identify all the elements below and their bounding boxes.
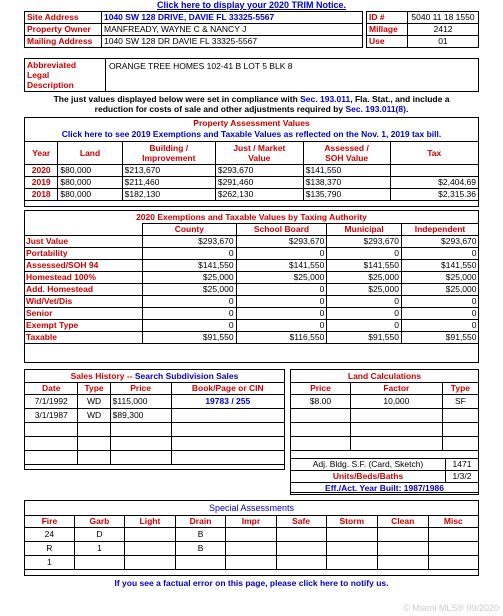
sales-cell: WD — [78, 409, 110, 423]
exemptions-header-row — [24, 224, 479, 236]
exemptions-row — [24, 332, 479, 344]
tax-bill-link[interactable]: Click here to see 2019 Exemptions and Taxable Values as reflected on the Nov. 1, 2019 tax bill. — [61, 129, 442, 139]
land-cell — [442, 409, 478, 423]
assessment-header-cell — [122, 142, 215, 165]
special-header-cell: Impr — [226, 516, 276, 528]
statute-link[interactable]: Sec. 193.011(8) — [345, 104, 406, 114]
special-header-cell: Light — [125, 516, 176, 528]
assessment-header-cell — [303, 142, 390, 165]
assessment-cell: $2,315.36 — [390, 189, 478, 201]
sales-cell: 3/1/1987 — [25, 409, 78, 423]
sales-cell: $115,000 — [110, 395, 171, 409]
exemption-value: $293,670 — [236, 236, 327, 248]
exemption-value: $116,550 — [236, 332, 327, 344]
sales-cell — [110, 451, 171, 465]
header-line: SOH Value — [325, 153, 369, 163]
land-title: Land Calculations — [347, 371, 422, 381]
exemption-label: Homestead 100% — [24, 272, 143, 284]
legal-label-line: Description — [27, 80, 74, 90]
exemption-value: $25,000 — [402, 272, 479, 284]
exemption-label: Exempt Type — [24, 320, 143, 332]
sales-row — [25, 395, 285, 409]
notice-text: reduction for costs of sale and other adjustments required by — [94, 104, 346, 114]
assessment-table — [24, 141, 479, 201]
exemptions-row — [24, 284, 479, 296]
use-value: 01 — [408, 36, 479, 48]
exemption-value: 0 — [327, 296, 402, 308]
assessment-year: 2019 — [25, 177, 58, 189]
assessment-cell: $80,000 — [58, 177, 122, 189]
sales-cell — [78, 423, 110, 437]
exemptions-title: 2020 Exemptions and Taxable Values by Taxing Authority — [136, 212, 367, 222]
special-row — [25, 556, 479, 570]
sales-cell — [171, 423, 284, 437]
notice-text: . — [405, 104, 409, 114]
special-cell — [125, 528, 176, 542]
exemption-label: Senior — [24, 308, 143, 320]
special-cell — [276, 556, 326, 570]
subdivision-sales-link[interactable]: Search Subdivision Sales — [134, 371, 239, 381]
exemptions-header-cell: Municipal — [327, 224, 402, 236]
sales-header-cell: Date — [25, 383, 78, 395]
exemption-value: 0 — [143, 308, 237, 320]
header-line: Assessed / — [324, 143, 369, 153]
special-table — [24, 515, 479, 570]
assessment-row — [25, 189, 479, 201]
special-cell — [226, 528, 276, 542]
report-error-link[interactable]: If you see a factual error on this page, please click here to notify us. — [114, 578, 389, 588]
sales-title-sep: -- — [124, 371, 135, 381]
special-header-cell: Drain — [175, 516, 226, 528]
land-cell: $8.00 — [291, 395, 351, 409]
assessment-cell: $293,670 — [215, 165, 303, 177]
land-cell — [442, 423, 478, 437]
exemptions-header-cell: County — [143, 224, 237, 236]
land-row — [291, 437, 479, 451]
special-cell — [428, 542, 478, 556]
exemption-value: 0 — [402, 308, 479, 320]
assessment-cell: $2,404.69 — [390, 177, 478, 189]
header-line: Just / Market — [233, 143, 286, 153]
special-cell — [74, 556, 124, 570]
use-label: Use — [367, 36, 408, 48]
special-cell — [377, 542, 428, 556]
special-cell — [125, 556, 176, 570]
land-row — [291, 409, 479, 423]
sales-cell — [110, 437, 171, 451]
special-cell: 1 — [25, 556, 75, 570]
bldg-sf-value: 1471 — [446, 459, 479, 471]
owner-label: Property Owner — [25, 24, 102, 36]
units-label: Units/Beds/Baths — [291, 471, 446, 483]
assessment-cell — [390, 165, 478, 177]
exemption-label: Portability — [24, 248, 143, 260]
site-address-label: Site Address — [25, 12, 102, 24]
compliance-notice — [0, 94, 503, 114]
assessment-header-cell — [58, 142, 122, 165]
sales-cell — [78, 437, 110, 451]
exemption-value: 0 — [236, 248, 327, 260]
sales-cell: WD — [78, 395, 110, 409]
exemption-label: Wid/Vet/Dis — [24, 296, 143, 308]
special-cell — [125, 542, 176, 556]
sales-row — [25, 451, 285, 465]
special-row — [25, 528, 479, 542]
exemption-value: $25,000 — [327, 284, 402, 296]
sales-header-cell: Type — [78, 383, 110, 395]
special-cell: 1 — [74, 542, 124, 556]
exemptions-row — [24, 308, 479, 320]
special-cell — [326, 542, 377, 556]
sales-table — [24, 382, 285, 465]
exemption-value: $293,670 — [327, 236, 402, 248]
special-cell — [326, 556, 377, 570]
land-cell — [291, 409, 351, 423]
land-header-cell: Factor — [350, 383, 442, 395]
special-header-cell: Clean — [377, 516, 428, 528]
exemption-value: $25,000 — [143, 284, 237, 296]
special-cell: B — [175, 528, 226, 542]
exemption-value: $91,550 — [402, 332, 479, 344]
sales-cell — [110, 423, 171, 437]
exemption-value: $25,000 — [236, 272, 327, 284]
special-header-cell: Storm — [326, 516, 377, 528]
mailing-label: Mailing Address — [25, 36, 102, 48]
special-assessments-section — [24, 500, 479, 576]
divider — [105, 59, 106, 91]
assessment-header-cell — [390, 142, 478, 165]
assessment-year: 2018 — [25, 189, 58, 201]
exemption-label: Add. Homestead — [24, 284, 143, 296]
statute-link[interactable]: Sec. 193.011 — [300, 94, 351, 104]
sales-cell — [25, 451, 78, 465]
sales-row — [25, 423, 285, 437]
land-cell — [291, 437, 351, 451]
legal-description-box — [24, 58, 479, 92]
assessment-cell: $211,460 — [122, 177, 215, 189]
land-header-cell: Price — [291, 383, 351, 395]
exemption-value: 0 — [143, 320, 237, 332]
assessment-header-cell — [25, 142, 58, 165]
special-cell — [377, 528, 428, 542]
land-header-row — [291, 383, 479, 395]
land-cell — [350, 409, 442, 423]
header-line: Value — [248, 153, 271, 163]
exemption-value: $91,550 — [327, 332, 402, 344]
year-built: Eff./Act. Year Built: 1987/1986 — [291, 483, 479, 495]
exemption-value: $141,550 — [327, 260, 402, 272]
header-line: Tax — [427, 148, 442, 158]
site-address-value[interactable]: 1040 SW 128 DRIVE, DAVIE FL 33325-5567 — [102, 12, 363, 24]
millage-value: 2412 — [408, 24, 479, 36]
exemption-value: 0 — [236, 284, 327, 296]
special-header-cell: Misc — [428, 516, 478, 528]
land-row — [291, 395, 479, 409]
land-cell: SF — [442, 395, 478, 409]
exemptions-row — [24, 272, 479, 284]
header-line: Building / — [149, 143, 189, 153]
assessment-cell: $262,130 — [215, 189, 303, 201]
exemption-value: 0 — [143, 248, 237, 260]
sales-title-text: Sales History — [70, 371, 125, 381]
special-cell — [175, 556, 226, 570]
mailing-value: 1040 SW 128 DR DAVIE FL 33325-5567 — [102, 36, 363, 48]
land-row — [291, 423, 479, 437]
special-cell — [276, 528, 326, 542]
exemption-value: 0 — [327, 308, 402, 320]
special-header-cell: Garb — [74, 516, 124, 528]
exemption-label: Taxable — [24, 332, 143, 344]
assessment-cell: $138,370 — [303, 177, 390, 189]
sales-section — [24, 369, 285, 470]
exemption-value: 0 — [143, 296, 237, 308]
sales-cell — [171, 451, 284, 465]
header-line: Improvement — [142, 153, 196, 163]
assessment-cell: $135,790 — [303, 189, 390, 201]
special-cell — [326, 528, 377, 542]
exemption-value: $25,000 — [327, 272, 402, 284]
exemption-value: 0 — [402, 248, 479, 260]
header-line: Year — [32, 148, 51, 158]
special-cell — [377, 556, 428, 570]
exemptions-section — [24, 210, 479, 363]
notice-text: The just values displayed below were set in compliance with — [53, 94, 301, 104]
special-cell: R — [25, 542, 75, 556]
exemptions-row — [24, 248, 479, 260]
sales-title — [25, 370, 284, 382]
exemption-value: 0 — [236, 296, 327, 308]
building-info-table — [290, 458, 479, 495]
special-header-cell: Fire — [25, 516, 75, 528]
exemptions-table — [24, 223, 479, 344]
exemption-value: $293,670 — [402, 236, 479, 248]
exemption-label: Just Value — [24, 236, 143, 248]
sales-cell — [25, 423, 78, 437]
special-cell: D — [74, 528, 124, 542]
header-line: Land — [79, 148, 101, 158]
exemptions-row — [24, 320, 479, 332]
assessment-row — [25, 177, 479, 189]
special-cell — [276, 542, 326, 556]
land-cell — [442, 437, 478, 451]
assessment-cell: $182,130 — [122, 189, 215, 201]
legal-label-line: Abbreviated — [27, 60, 77, 70]
sales-header-cell: Price — [110, 383, 171, 395]
exemptions-row — [24, 236, 479, 248]
mls-watermark: © Miami MLS® 09/2020 — [403, 603, 499, 613]
special-cell — [428, 556, 478, 570]
land-cell — [350, 423, 442, 437]
units-value: 1/3/2 — [446, 471, 479, 483]
assessment-header-row — [25, 142, 479, 165]
land-cell: 10,000 — [350, 395, 442, 409]
special-header-cell: Safe — [276, 516, 326, 528]
exemption-label: Assessed/SOH 94 — [24, 260, 143, 272]
legal-description-value: ORANGE TREE HOMES 102-41 B LOT 5 BLK 8 — [109, 61, 293, 71]
land-cell — [291, 423, 351, 437]
land-header-cell: Type — [442, 383, 478, 395]
exemption-value: $141,550 — [236, 260, 327, 272]
exemption-value: $141,550 — [143, 260, 237, 272]
assessment-title: Property Assessment Values — [193, 118, 310, 128]
sales-row — [25, 437, 285, 451]
owner-value: MANFREADY, WAYNE C & NANCY J — [102, 24, 363, 36]
sales-cell: $89,300 — [110, 409, 171, 423]
assessment-cell: $80,000 — [58, 189, 122, 201]
exemption-value: $141,550 — [402, 260, 479, 272]
special-cell — [226, 542, 276, 556]
exemption-value: 0 — [327, 248, 402, 260]
special-header-row — [25, 516, 479, 528]
exemptions-header-cell: School Board — [236, 224, 327, 236]
trim-notice-link[interactable]: Click here to display your 2020 TRIM Notice. — [156, 0, 347, 10]
book-page-link[interactable]: 19783 / 255 — [171, 395, 284, 409]
sales-cell — [78, 451, 110, 465]
sales-cell — [171, 409, 284, 423]
id-value: 5040 11 18 1550 — [408, 12, 479, 24]
exemption-value: 0 — [402, 296, 479, 308]
assessment-cell: $80,000 — [58, 165, 122, 177]
sales-header-row — [25, 383, 285, 395]
special-cell: 24 — [25, 528, 75, 542]
legal-label-line: Legal — [27, 70, 50, 80]
legal-label — [27, 60, 103, 90]
special-cell: B — [175, 542, 226, 556]
exemptions-header-cell — [24, 224, 143, 236]
sales-row — [25, 409, 285, 423]
special-cell — [226, 556, 276, 570]
special-cell — [428, 528, 478, 542]
folio-info-table — [366, 11, 479, 48]
exemption-value: 0 — [327, 320, 402, 332]
id-label: ID # — [367, 12, 408, 24]
land-cell — [350, 437, 442, 451]
bldg-sf-label: Adj. Bldg. S.F. (Card, Sketch) — [291, 459, 446, 471]
exemption-value: $91,550 — [143, 332, 237, 344]
exemption-value: 0 — [236, 320, 327, 332]
sales-header-cell: Book/Page or CIN — [171, 383, 284, 395]
exemption-value: $25,000 — [143, 272, 237, 284]
assessment-cell: $213,670 — [122, 165, 215, 177]
assessment-year: 2020 — [25, 165, 58, 177]
exemptions-header-cell: Independent — [402, 224, 479, 236]
sales-cell — [25, 437, 78, 451]
special-row — [25, 542, 479, 556]
assessment-row — [25, 165, 479, 177]
assessment-section — [24, 117, 479, 207]
notice-text: , Fla. Stat., and include a — [350, 94, 450, 104]
assessment-header-cell — [215, 142, 303, 165]
exemption-value: 0 — [402, 320, 479, 332]
assessment-cell: $141,550 — [303, 165, 390, 177]
exemptions-row — [24, 260, 479, 272]
sales-cell — [171, 437, 284, 451]
millage-label: Millage — [367, 24, 408, 36]
property-info-table — [24, 11, 363, 48]
special-title: Special Assessments — [208, 503, 295, 513]
exemption-value: $25,000 — [402, 284, 479, 296]
exemptions-row — [24, 296, 479, 308]
land-table — [290, 382, 479, 451]
land-section — [290, 369, 479, 493]
sales-cell: 7/1/1992 — [25, 395, 78, 409]
assessment-cell: $291,460 — [215, 177, 303, 189]
exemption-value: 0 — [236, 308, 327, 320]
exemption-value: $293,670 — [143, 236, 237, 248]
